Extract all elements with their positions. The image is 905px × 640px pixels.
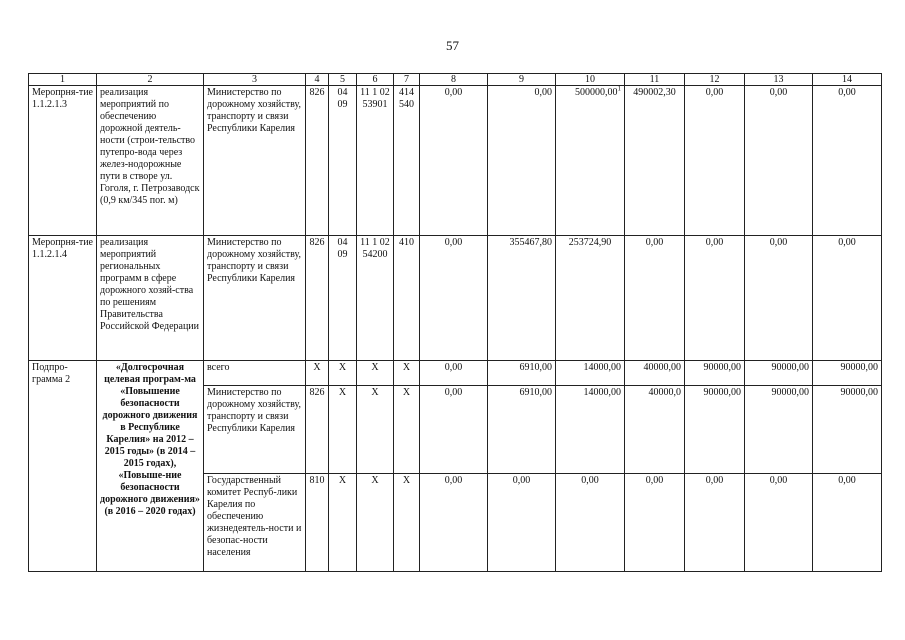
executor-cell: Министерство по дорожному хозяйству, транспорту и связи Республики Карелия xyxy=(204,86,306,236)
activity-name-cell: реализация мероприятий по обеспечению дорожной деятель-ности (строи-тельство путепро-вода через желез-нодорожные пути в створе ул. Гоголя, г. Петрозаводск (0,9 км/345 пог. м) xyxy=(97,86,204,236)
col-header: 6 xyxy=(357,74,394,86)
header-row xyxy=(29,74,882,86)
col-header: 9 xyxy=(488,74,556,86)
target-article-cell: X xyxy=(357,386,394,474)
amount-cell: 0,00 xyxy=(488,86,556,236)
section-cell: 04 09 xyxy=(329,86,357,236)
amount-cell: 0,00 xyxy=(556,474,625,572)
amount-cell: 0,00 xyxy=(488,474,556,572)
amount-cell: 0,00 xyxy=(625,474,685,572)
col-header: 13 xyxy=(745,74,813,86)
col-header: 8 xyxy=(420,74,488,86)
executor-cell: всего xyxy=(204,361,306,386)
col-header: 3 xyxy=(204,74,306,86)
col-header: 1 xyxy=(29,74,97,86)
grbs-cell: 826 xyxy=(306,236,329,361)
expense-type-cell: X xyxy=(394,361,420,386)
amount-cell: 90000,00 xyxy=(745,361,813,386)
col-header: 11 xyxy=(625,74,685,86)
section-cell: 04 09 xyxy=(329,236,357,361)
grbs-cell: 810 xyxy=(306,474,329,572)
section-cell: X xyxy=(329,361,357,386)
amount-cell: 0,00 xyxy=(745,86,813,236)
amount-cell: 0,00 xyxy=(420,86,488,236)
amount-cell: 14000,00 xyxy=(556,361,625,386)
grbs-cell: X xyxy=(306,361,329,386)
col-header: 10 xyxy=(556,74,625,86)
amount-cell: 6910,00 xyxy=(488,386,556,474)
col-header: 5 xyxy=(329,74,357,86)
target-article-cell: X xyxy=(357,361,394,386)
target-article-cell: X xyxy=(357,474,394,572)
amount-cell: 6910,00 xyxy=(488,361,556,386)
amount-cell: 90000,00 xyxy=(745,386,813,474)
amount-cell: 0,00 xyxy=(420,386,488,474)
amount-cell: 0,00 xyxy=(625,236,685,361)
amount-cell: 490002,30 xyxy=(625,86,685,236)
activity-name-cell: реализация мероприятий региональных программ в сфере дорожного хозяй-ства по решениям Правительства Российской Федерации xyxy=(97,236,204,361)
footnote-mark: 1 xyxy=(617,84,621,93)
amount-cell: 0,00 xyxy=(745,474,813,572)
amount-cell: 0,00 xyxy=(685,474,745,572)
amount-value: 500000,00 xyxy=(575,87,618,98)
amount-cell: 90000,00 xyxy=(685,386,745,474)
executor-cell: Министерство по дорожному хозяйству, транспорту и связи Республики Карелия xyxy=(204,236,306,361)
expense-type-cell: 414 540 xyxy=(394,86,420,236)
section-cell: X xyxy=(329,474,357,572)
grbs-cell: 826 xyxy=(306,86,329,236)
budget-table xyxy=(28,73,882,572)
col-header: 14 xyxy=(813,74,882,86)
amount-cell: 0,00 xyxy=(685,86,745,236)
table-row xyxy=(29,86,882,236)
executor-cell: Государственный комитет Респуб-лики Карелия по обеспечению жизнедеятель-ности и безопас-ности населения xyxy=(204,474,306,572)
amount-cell: 90000,00 xyxy=(685,361,745,386)
expense-type-cell: 410 xyxy=(394,236,420,361)
col-header: 2 xyxy=(97,74,204,86)
page-number: 57 xyxy=(446,38,459,53)
amount-cell: 355467,80 xyxy=(488,236,556,361)
col-header: 4 xyxy=(306,74,329,86)
subprogram-code-cell: Подпро-грамма 2 xyxy=(29,361,97,572)
amount-cell: 14000,00 xyxy=(556,386,625,474)
table-row xyxy=(29,361,882,386)
subprogram-name-cell: «Долгосрочная целевая програм-ма «Повышение безопасности дорожного движения в Республике Карелия» на 2012 – 2015 годы» (в 2014 – 2015 годах), «Повыше-ние безопасности дорожного движения» (в 2016 – 2020 годах) xyxy=(97,361,204,572)
amount-cell: 253724,90 xyxy=(556,236,625,361)
amount-cell: 0,00 xyxy=(813,86,882,236)
section-cell: X xyxy=(329,386,357,474)
col-header: 12 xyxy=(685,74,745,86)
amount-cell: 0,00 xyxy=(420,236,488,361)
activity-code-cell: Меропрня-тие 1.1.2.1.3 xyxy=(29,86,97,236)
amount-cell: 90000,00 xyxy=(813,361,882,386)
amount-cell: 0,00 xyxy=(685,236,745,361)
amount-cell: 0,00 xyxy=(420,361,488,386)
executor-cell: Министерство по дорожному хозяйству, транспорту и связи Республики Карелия xyxy=(204,386,306,474)
expense-type-cell: X xyxy=(394,474,420,572)
amount-cell: 90000,00 xyxy=(813,386,882,474)
col-header: 7 xyxy=(394,74,420,86)
amount-cell: 40000,0 xyxy=(625,386,685,474)
table-row xyxy=(29,236,882,361)
amount-cell: 40000,00 xyxy=(625,361,685,386)
amount-cell: 0,00 xyxy=(813,474,882,572)
grbs-cell: 826 xyxy=(306,386,329,474)
target-article-cell: 11 1 02 53901 xyxy=(357,86,394,236)
amount-cell: 0,00 xyxy=(420,474,488,572)
amount-cell: 0,00 xyxy=(745,236,813,361)
amount-cell: 0,00 xyxy=(813,236,882,361)
expense-type-cell: X xyxy=(394,386,420,474)
amount-cell xyxy=(556,86,625,236)
activity-code-cell: Меропрня-тие 1.1.2.1.4 xyxy=(29,236,97,361)
target-article-cell: 11 1 02 54200 xyxy=(357,236,394,361)
